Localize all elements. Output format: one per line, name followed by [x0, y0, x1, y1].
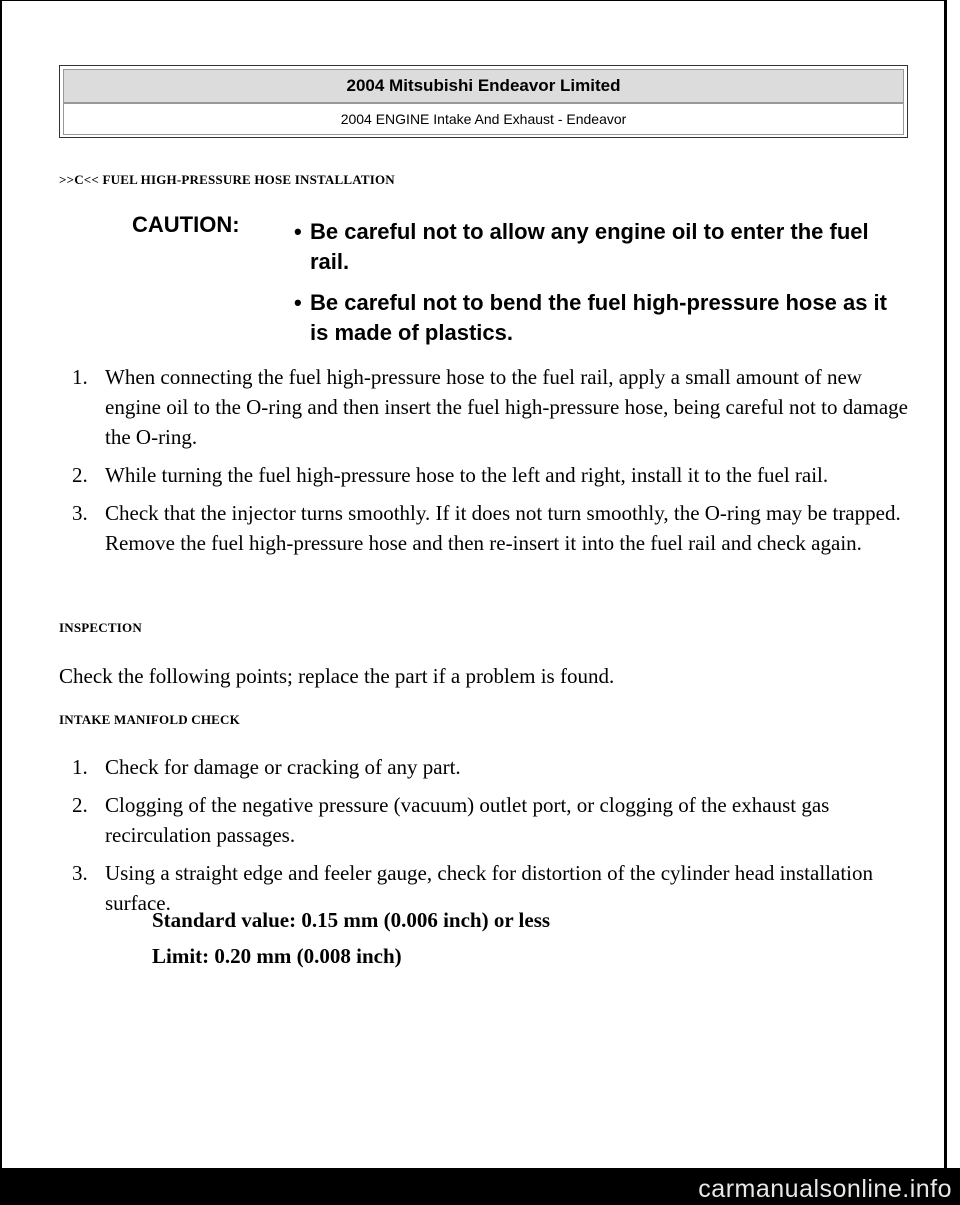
inspection-heading: INSPECTION [59, 620, 142, 635]
caution-label: CAUTION: [132, 212, 240, 237]
list-item: 2. While turning the fuel high-pressure hose to the left and right, install it to the fuel rail. [72, 463, 829, 487]
bullet-icon: • [294, 219, 302, 244]
caution-item: • Be careful not to allow any engine oil to enter the fuel rail. [294, 219, 869, 274]
intake-check-heading: INTAKE MANIFOLD CHECK [59, 712, 240, 727]
inspection-intro: Check the following points; replace the part if a problem is found. [59, 664, 615, 688]
header-subtitle: 2004 ENGINE Intake And Exhaust - Endeavor [63, 103, 904, 135]
standard-value: Standard value: 0.15 mm (0.006 inch) or less [152, 908, 551, 932]
caution-list [294, 217, 904, 359]
list-item: 3. Check that the injector turns smoothly. If it does not turn smoothly, the O-ring may be trapped. Remove the fuel high-pressure hose and then re-insert it into the fuel rail and check again. [72, 501, 901, 555]
list-item: 3. Using a straight edge and feeler gauge, check for distortion of the cylinder head installation surface. [72, 861, 873, 915]
caution-item: • Be careful not to bend the fuel high-pressure hose as it is made of plastics. [294, 290, 887, 345]
installation-heading: >>C<< FUEL HIGH-PRESSURE HOSE INSTALLATION [59, 172, 395, 187]
header-title: 2004 Mitsubishi Endeavor Limited [63, 69, 904, 103]
installation-steps [72, 362, 912, 566]
document-header [59, 65, 908, 138]
list-item: 1. When connecting the fuel high-pressure hose to the fuel rail, apply a small amount of new engine oil to the O-ring and then insert the fuel high-pressure hose, being careful not to damage the O-ring. [72, 365, 909, 449]
list-item: 2. Clogging of the negative pressure (vacuum) outlet port, or clogging of the exhaust gas recirculation passages. [72, 793, 830, 847]
limit-value: Limit: 0.20 mm (0.008 inch) [152, 944, 402, 968]
bullet-icon: • [294, 290, 302, 315]
list-item: 1. Check for damage or cracking of any part. [72, 755, 461, 779]
watermark: carmanualsonline.info [698, 1175, 952, 1203]
intake-check-steps [72, 752, 912, 926]
